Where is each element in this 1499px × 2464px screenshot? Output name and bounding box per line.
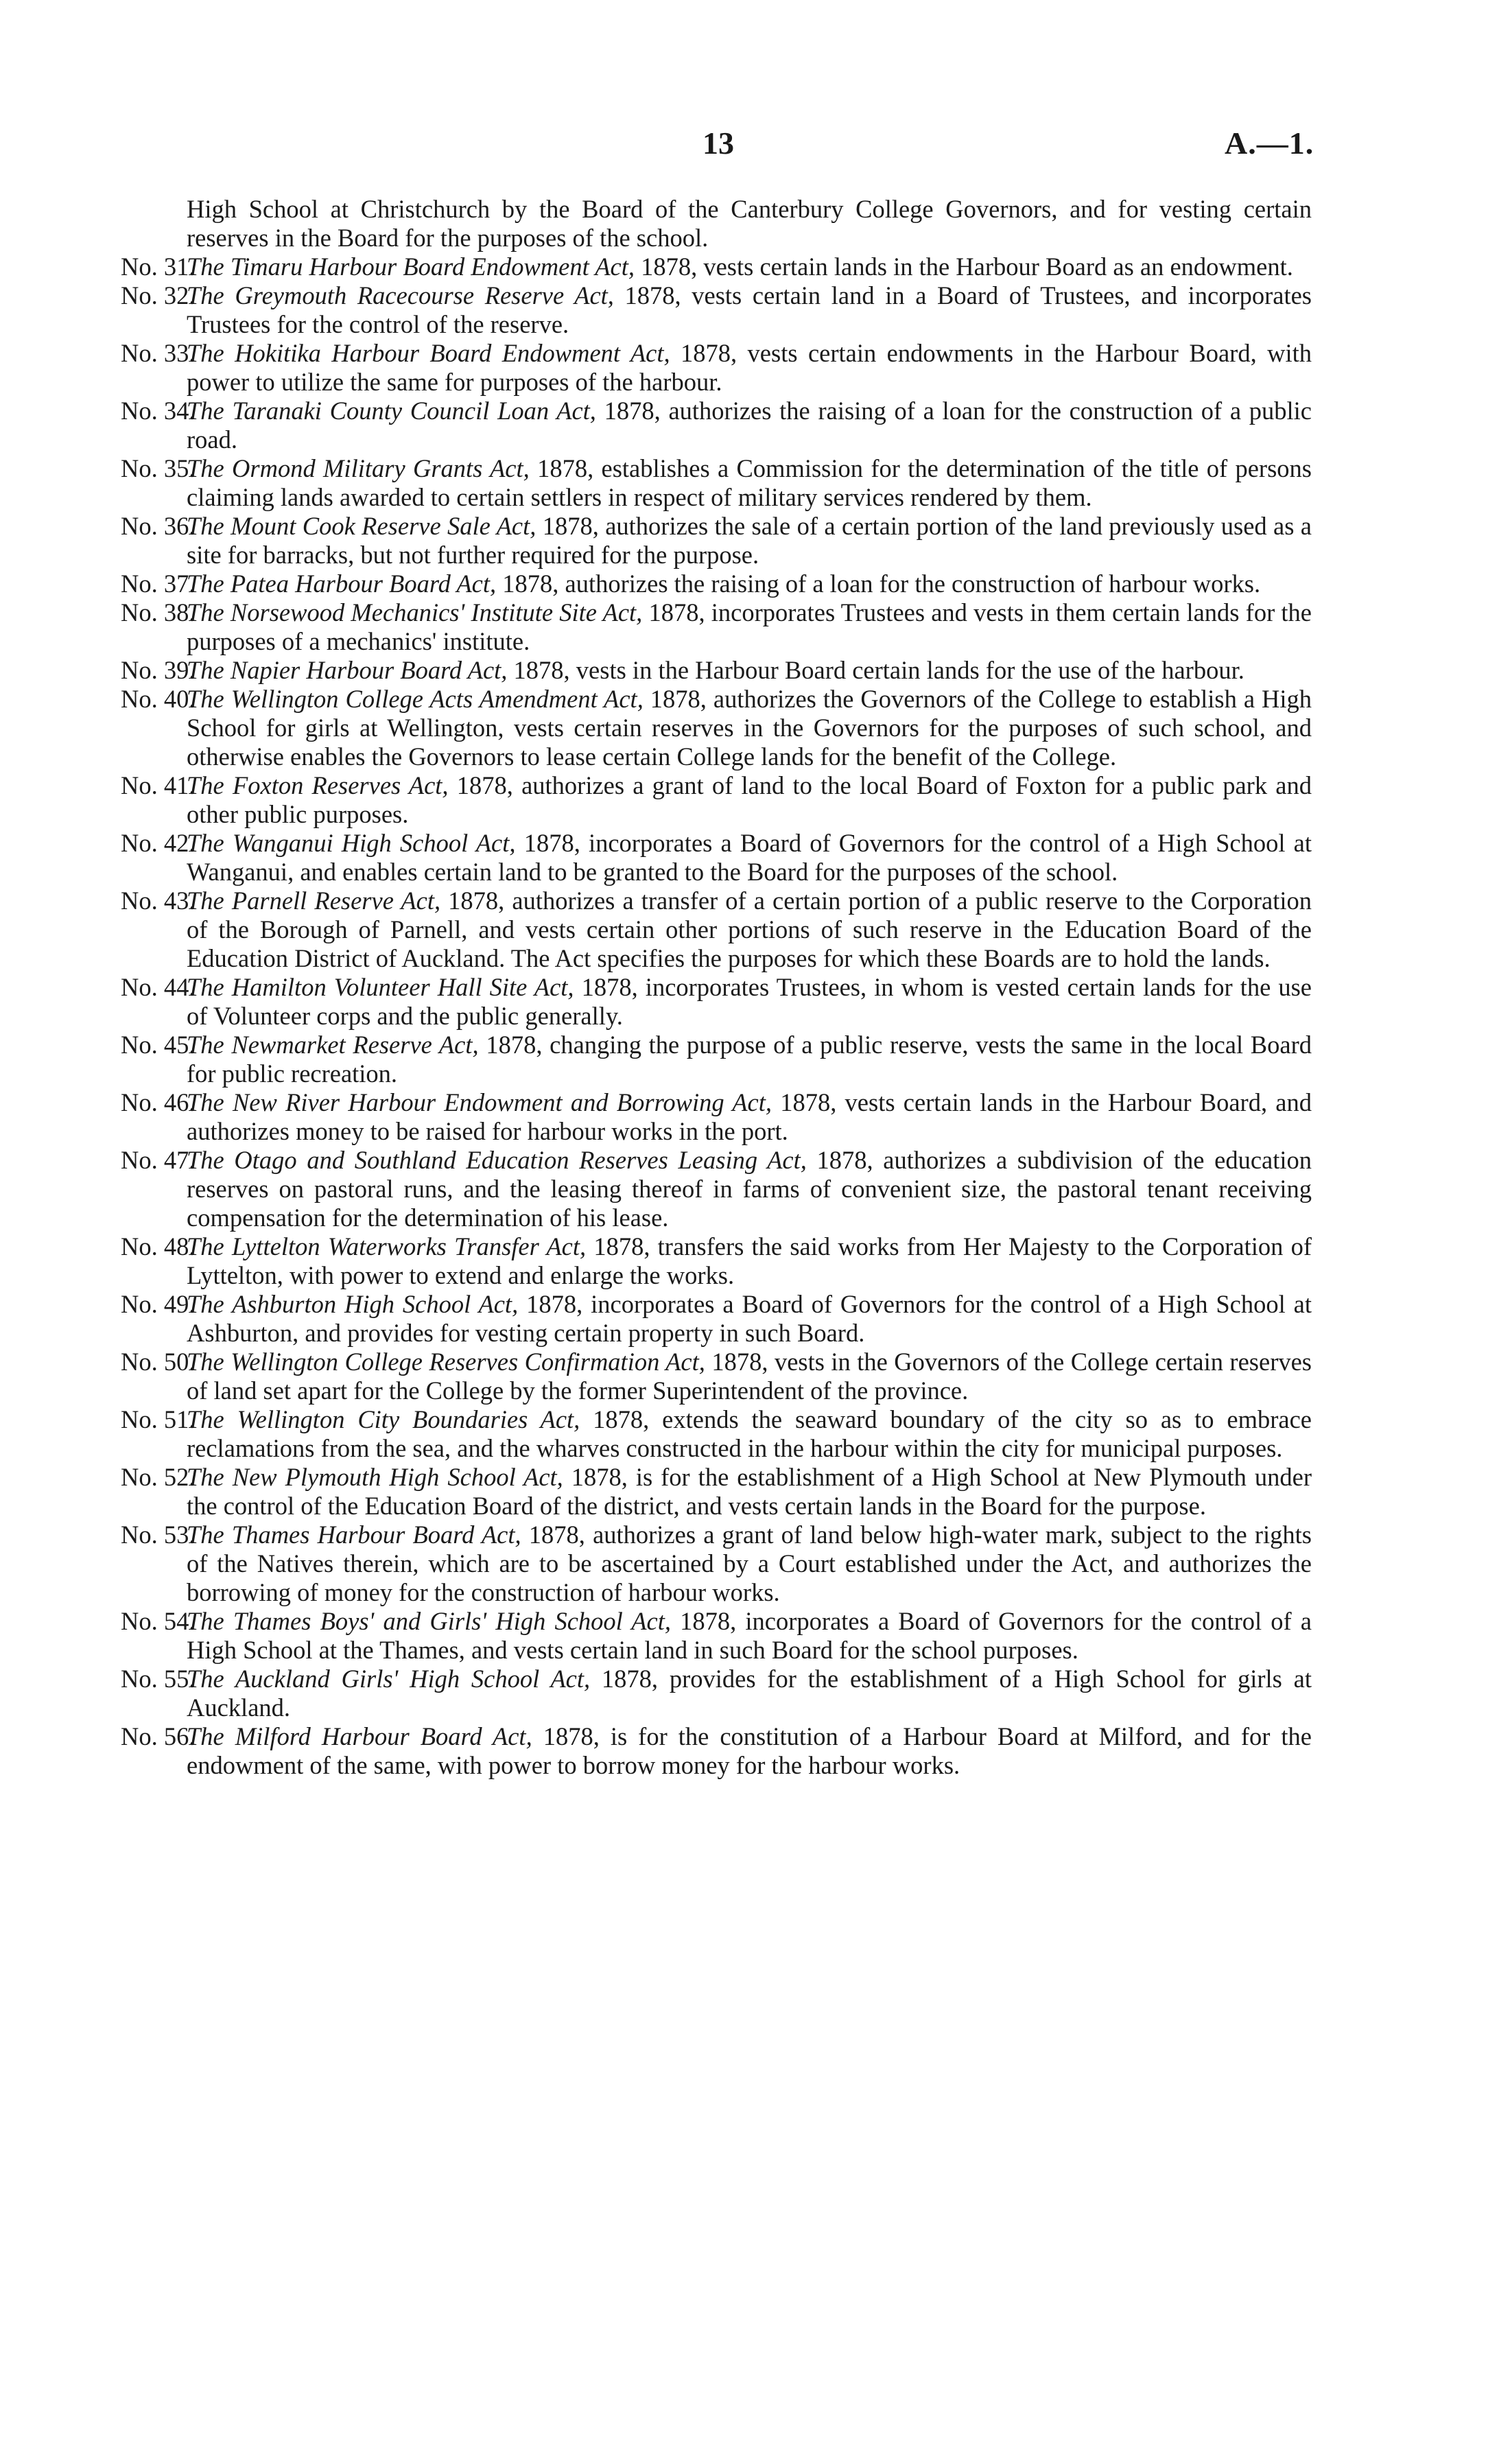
- act-entry: [121, 339, 1312, 397]
- act-description: 1878, authorizes the Governors of the College to establish a High School for girls at Wellington, vests certain reserves in the Governors for the purposes of such school, and otherwise enables the Governors to lease certain College lands for the benefit of the College.: [187, 685, 1312, 771]
- act-description: 1878, incorporates a Board of Governors for the control of a High School at Ashburton, and provides for vesting certain property in such Board.: [187, 1290, 1312, 1347]
- act-entry: [121, 454, 1312, 512]
- act-title: The Lyttelton Waterworks Transfer Act,: [187, 1232, 587, 1260]
- act-entry: [121, 281, 1312, 339]
- act-title: The Parnell Reserve Act,: [187, 887, 441, 915]
- act-description: 1878, authorizes the sale of a certain portion of the land previously used as a site for barracks, but not further required for the purpose.: [187, 512, 1312, 569]
- act-number: No. 56.: [121, 1722, 196, 1750]
- act-number: No. 38.: [121, 598, 196, 626]
- act-number: No. 39.: [121, 656, 196, 684]
- act-number: No. 35.: [121, 454, 196, 482]
- act-title: The Patea Harbour Board Act,: [187, 570, 497, 598]
- act-title: The Wellington City Boundaries Act,: [187, 1405, 580, 1433]
- act-number: No. 52.: [121, 1463, 196, 1491]
- act-title: The Wanganui High School Act,: [187, 829, 516, 857]
- act-number: No. 50.: [121, 1348, 196, 1376]
- act-number: No. 41.: [121, 771, 196, 799]
- act-entry: [121, 1290, 1312, 1348]
- document-reference: A.—1.: [1225, 126, 1314, 161]
- act-description: 1878, provides for the establishment of a High School for girls at Auckland.: [187, 1665, 1312, 1722]
- act-title: The Wellington College Reserves Confirmation Act,: [187, 1348, 705, 1376]
- act-number: No. 54.: [121, 1607, 196, 1635]
- act-number: No. 33.: [121, 339, 196, 367]
- act-description: 1878, vests in the Harbour Board certain lands for the use of the harbour.: [507, 656, 1244, 684]
- act-entry: [121, 1031, 1312, 1088]
- act-number: No. 32.: [121, 281, 196, 309]
- act-entry: [121, 1405, 1312, 1463]
- act-description: 1878, authorizes the raising of a loan for the construction of harbour works.: [496, 570, 1261, 598]
- act-title: The Newmarket Reserve Act,: [187, 1031, 479, 1059]
- act-title: The Taranaki County Council Loan Act,: [187, 397, 596, 425]
- act-entry: [121, 397, 1312, 454]
- act-description: 1878, vests certain land in a Board of Trustees, and incorporates Trustees for the control of the reserve.: [187, 281, 1312, 338]
- act-number: No. 45.: [121, 1031, 196, 1059]
- act-entry: [121, 973, 1312, 1031]
- act-title: The Timaru Harbour Board Endowment Act,: [187, 253, 635, 281]
- act-number: No. 46.: [121, 1088, 196, 1116]
- act-number: No. 55.: [121, 1665, 196, 1693]
- act-entry: [121, 771, 1312, 829]
- act-title: The Hokitika Harbour Board Endowment Act,: [187, 339, 670, 367]
- act-title: The Hamilton Volunteer Hall Site Act,: [187, 973, 574, 1001]
- act-description: 1878, authorizes the raising of a loan for the construction of a public road.: [187, 397, 1312, 454]
- act-description: 1878, authorizes a subdivision of the education reserves on pastoral runs, and the leasing thereof in farms of convenient size, the pastoral tenant receiving compensation for the determination of his lease.: [187, 1146, 1312, 1232]
- act-description: 1878, incorporates Trustees and vests in them certain lands for the purposes of a mechanics' institute.: [187, 598, 1312, 655]
- act-description: 1878, incorporates a Board of Governors for the control of a High School at the Thames, and vests certain land in such Board for the school purposes.: [187, 1607, 1312, 1664]
- act-description: 1878, changing the purpose of a public reserve, vests the same in the local Board for public recreation.: [187, 1031, 1312, 1088]
- act-title: The Thames Boys' and Girls' High School Act,: [187, 1607, 672, 1635]
- act-description: 1878, is for the establishment of a High School at New Plymouth under the control of the Education Board of the district, and vests certain lands in the Board for the purpose.: [187, 1463, 1312, 1520]
- act-description: 1878, authorizes a transfer of a certain portion of a public reserve to the Corporation of the Borough of Parnell, and vests certain other portions of such reserve in the Education Board of the Education District of Auckland. The Act specifies the purposes for which these Boards are to hold the lands.: [187, 887, 1312, 972]
- act-number: No. 48.: [121, 1232, 196, 1260]
- act-description: 1878, vests in the Governors of the College certain reserves of land set apart for the College by the former Superintendent of the province.: [187, 1348, 1312, 1405]
- act-description: 1878, incorporates Trustees, in whom is vested certain lands for the use of Volunteer corps and the public generally.: [187, 973, 1312, 1030]
- act-title: The Foxton Reserves Act,: [187, 771, 449, 799]
- act-entry: [121, 1146, 1312, 1232]
- act-description: 1878, authorizes a grant of land below high-water mark, subject to the rights of the Natives therein, which are to be ascertained by a Court established under the Act, and authorizes the borrowing of money for the construction of harbour works.: [187, 1521, 1312, 1606]
- act-title: The Otago and Southland Education Reserves Leasing Act,: [187, 1146, 807, 1174]
- act-number: No. 49.: [121, 1290, 196, 1318]
- act-entry: [121, 598, 1312, 656]
- act-entry: [121, 685, 1312, 771]
- act-number: No. 37.: [121, 570, 196, 598]
- act-entry: [121, 829, 1312, 887]
- act-description: 1878, establishes a Commission for the determination of the title of persons claiming lands awarded to certain settlers in respect of military services rendered by them.: [187, 454, 1312, 511]
- act-number: No. 44.: [121, 973, 196, 1001]
- act-title: The New Plymouth High School Act,: [187, 1463, 563, 1491]
- act-entry: [121, 1607, 1312, 1665]
- act-description: 1878, vests certain endowments in the Harbour Board, with power to utilize the same for purposes of the harbour.: [187, 339, 1312, 396]
- act-title: The Napier Harbour Board Act,: [187, 656, 508, 684]
- act-description: 1878, is for the constitution of a Harbour Board at Milford, and for the endowment of the same, with power to borrow money for the harbour works.: [187, 1722, 1312, 1779]
- act-title: The Norsewood Mechanics' Institute Site Act,: [187, 598, 643, 626]
- act-number: No. 42.: [121, 829, 196, 857]
- act-title: The Wellington College Acts Amendment Act,: [187, 685, 644, 713]
- act-entry: [121, 887, 1312, 973]
- page-number: 13: [703, 126, 734, 161]
- act-title: The Greymouth Racecourse Reserve Act,: [187, 281, 614, 309]
- act-title: The Mount Cook Reserve Sale Act,: [187, 512, 536, 540]
- act-entry: [121, 512, 1312, 570]
- act-title: The Ashburton High School Act,: [187, 1290, 519, 1318]
- act-number: No. 34.: [121, 397, 196, 425]
- act-entry: [121, 1348, 1312, 1405]
- act-title: The Auckland Girls' High School Act,: [187, 1665, 591, 1693]
- act-number: No. 43.: [121, 887, 196, 915]
- act-title: The New River Harbour Endowment and Borrowing Act,: [187, 1088, 772, 1116]
- act-list: [121, 253, 1312, 1780]
- act-entry: [121, 1722, 1312, 1780]
- act-description: 1878, incorporates a Board of Governors for the control of a High School at Wanganui, and enables certain land to be granted to the Board for the purposes of the school.: [187, 829, 1312, 886]
- act-entry: [121, 1665, 1312, 1722]
- act-entry: [121, 570, 1312, 598]
- act-number: No. 47.: [121, 1146, 196, 1174]
- act-number: No. 51.: [121, 1405, 196, 1433]
- act-description: 1878, vests certain lands in the Harbour Board, and authorizes money to be raised for harbour works in the port.: [187, 1088, 1312, 1145]
- act-number: No. 31.: [121, 253, 196, 281]
- act-number: No. 53.: [121, 1521, 196, 1549]
- act-entry: [121, 1232, 1312, 1290]
- act-description: 1878, authorizes a grant of land to the local Board of Foxton for a public park and other public purposes.: [187, 771, 1312, 828]
- act-title: The Ormond Military Grants Act,: [187, 454, 530, 482]
- act-entry: [121, 1521, 1312, 1607]
- act-entry: [121, 1463, 1312, 1521]
- act-title: The Milford Harbour Board Act,: [187, 1722, 532, 1750]
- document-body: [121, 195, 1312, 1780]
- act-description: 1878, vests certain lands in the Harbour Board as an endowment.: [634, 253, 1293, 281]
- act-title: The Thames Harbour Board Act,: [187, 1521, 521, 1549]
- continuation-paragraph: High School at Christchurch by the Board of the Canterbury College Governors, and for vesting certain reserves in the Board for the purposes of the school.: [187, 195, 1312, 252]
- act-description: 1878, transfers the said works from Her Majesty to the Corporation of Lyttelton, with power to extend and enlarge the works.: [187, 1232, 1312, 1289]
- act-number: No. 36.: [121, 512, 196, 540]
- act-entry: [121, 1088, 1312, 1146]
- act-entry: [121, 656, 1312, 685]
- act-entry: [121, 253, 1312, 281]
- act-description: 1878, extends the seaward boundary of the city so as to embrace reclamations from the sea, and the wharves constructed in the harbour within the city for municipal purposes.: [187, 1405, 1312, 1462]
- act-number: No. 40.: [121, 685, 196, 713]
